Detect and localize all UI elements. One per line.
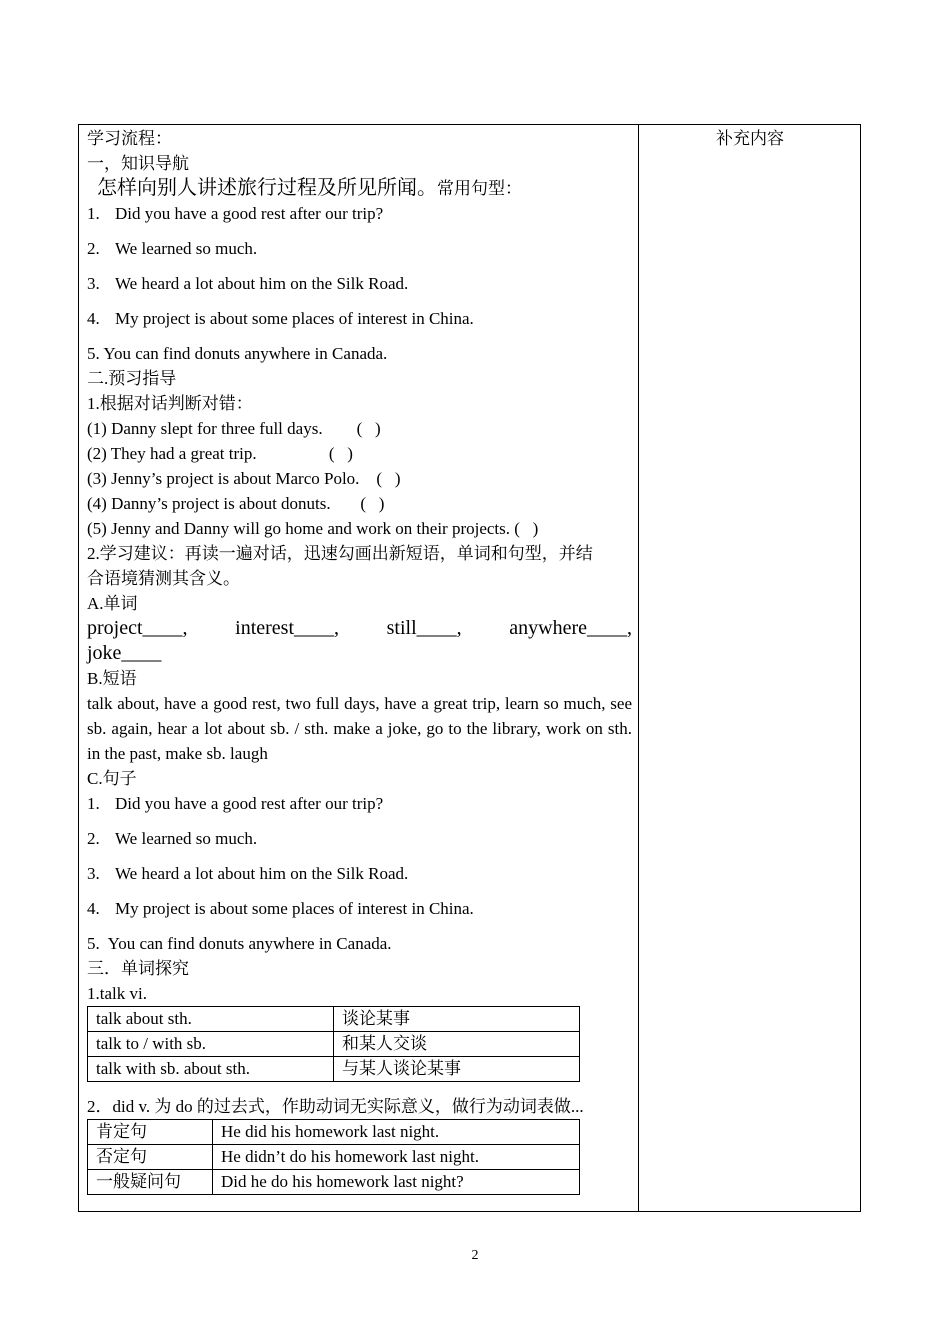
supplement-header: 补充内容 bbox=[716, 129, 784, 148]
table-row: 肯定句 He did his homework last night. bbox=[88, 1120, 580, 1145]
word-blank: anywhere____, bbox=[509, 617, 632, 639]
table-row: talk with sb. about sth. 与某人谈论某事 bbox=[88, 1057, 580, 1082]
advice-line-1: 2.学习建议：再读一遍对话，迅速勾画出新短语，单词和句型，并结 bbox=[87, 544, 593, 563]
advice-line-2: 合语境猜测其含义。 bbox=[87, 569, 240, 588]
word-blank: interest____, bbox=[235, 617, 340, 639]
judge-item-4: (4) Danny’s project is about donuts. ( ) bbox=[87, 494, 385, 513]
judge-item-2: (2) They had a great trip. ( ) bbox=[87, 444, 353, 463]
list-item: 4. My project is about some places of interest in China. bbox=[87, 899, 474, 918]
list-item: 3. We heard a lot about him on the Silk Road. bbox=[87, 274, 409, 293]
talk-title: 1.talk vi. bbox=[87, 984, 147, 1003]
list-item: 5. You can find donuts anywhere in Canada. bbox=[87, 934, 392, 953]
key-sentences bbox=[87, 791, 632, 956]
supplement-column bbox=[639, 126, 861, 151]
judge-item-1: (1) Danny slept for three full days. ( ) bbox=[87, 419, 381, 438]
section-word-explore: 三．单词探究 bbox=[87, 959, 189, 978]
list-item: 4. My project is about some places of interest in China. bbox=[87, 309, 474, 328]
phrases-text: talk about, have a good rest, two full days, have a great trip, learn so much, see sb. again, hear a lot about sb. / sth. make a joke, go to the library, work on sth. in the past, make sb. laugh bbox=[87, 694, 632, 763]
table-row: talk about sth. 谈论某事 bbox=[88, 1007, 580, 1032]
list-item: 1. Did you have a good rest after our trip? bbox=[87, 794, 384, 813]
phrases-label: B.短语 bbox=[87, 669, 137, 688]
table-row: 否定句 He didn’t do his homework last night. bbox=[88, 1145, 580, 1170]
word-blanks bbox=[87, 616, 632, 641]
section-preview-guide: 二.预习指导 bbox=[87, 369, 177, 388]
did-usage-table bbox=[87, 1119, 580, 1195]
table-row: 一般疑问句 Did he do his homework last night? bbox=[88, 1170, 580, 1195]
words-label: A.单词 bbox=[87, 594, 138, 613]
judge-item-3: (3) Jenny’s project is about Marco Polo. ( ) bbox=[87, 469, 401, 488]
common-sentences bbox=[87, 201, 632, 366]
list-item: 3. We heard a lot about him on the Silk Road. bbox=[87, 864, 409, 883]
talk-usage-table bbox=[87, 1006, 580, 1082]
list-item: 5. You can find donuts anywhere in Canada. bbox=[87, 344, 388, 363]
word-blank: project____, bbox=[87, 617, 188, 639]
list-item: 1. Did you have a good rest after our trip? bbox=[87, 204, 384, 223]
word-blank-joke: joke____ bbox=[87, 642, 162, 664]
list-item: 2. We learned so much. bbox=[87, 829, 258, 848]
spacer bbox=[87, 1082, 632, 1094]
topic-line bbox=[87, 176, 632, 201]
topic-sub: 常用句型： bbox=[437, 179, 522, 198]
table-row: talk to / with sb. 和某人交谈 bbox=[88, 1032, 580, 1057]
judge-title: 1.根据对话判断对错： bbox=[87, 394, 253, 413]
section-knowledge-guide: 一，知识导航 bbox=[87, 154, 189, 173]
page-number: 2 bbox=[471, 1248, 479, 1263]
judge-item-5: (5) Jenny and Danny will go home and work on their projects. ( ) bbox=[87, 519, 539, 538]
topic-main: 怎样向别人讲述旅行过程及所见所闻。 bbox=[97, 177, 437, 199]
list-item: 2. We learned so much. bbox=[87, 239, 258, 258]
flow-title: 学习流程： bbox=[87, 129, 172, 148]
learning-flow-column bbox=[87, 126, 632, 1195]
sentences-label: C.句子 bbox=[87, 769, 137, 788]
column-divider bbox=[638, 124, 639, 1212]
did-title: 2．did v. 为 do 的过去式，作助动词无实际意义，做行为动词表做... bbox=[87, 1097, 584, 1116]
word-blank: still____, bbox=[386, 617, 462, 639]
